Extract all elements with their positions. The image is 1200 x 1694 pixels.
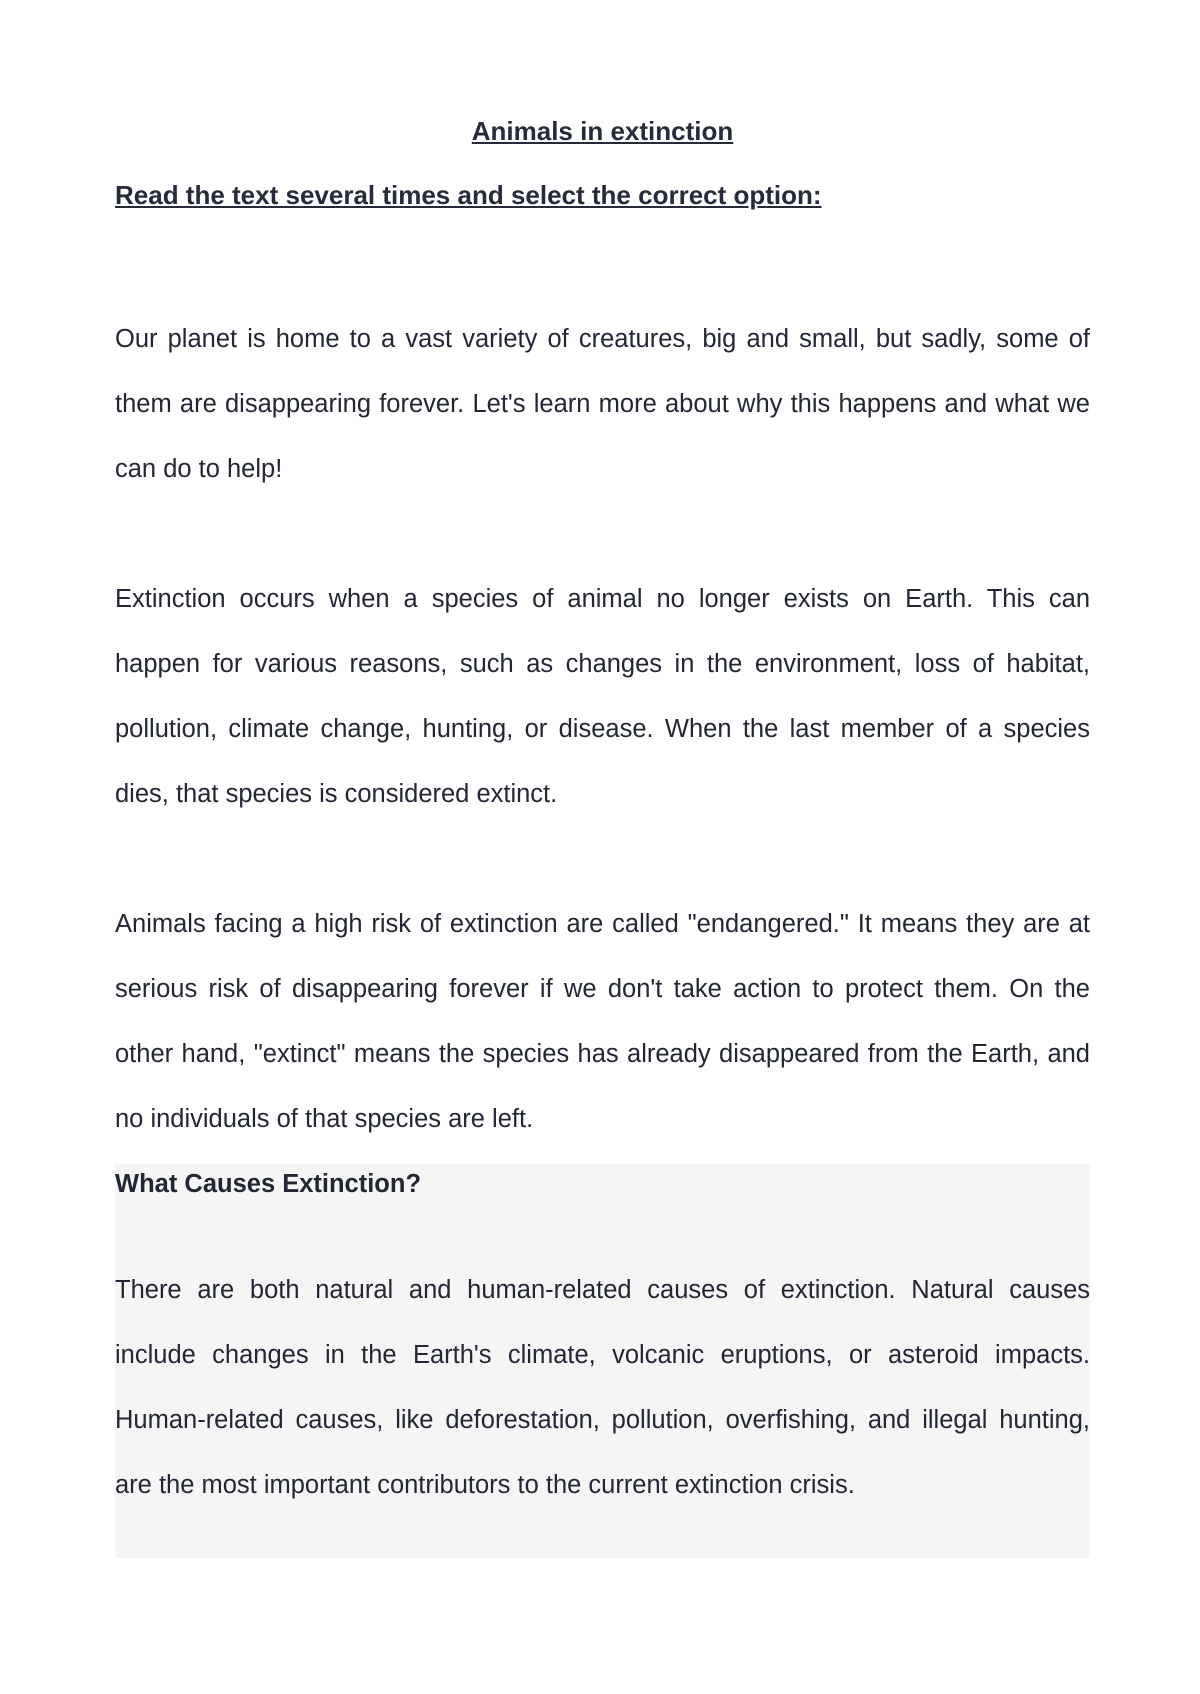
paragraph-extinction-definition: Extinction occurs when a species of animal no longer exists on Earth. This can happen for various reasons, such as changes in the environment, loss of habitat, pollution, climate change, hunting, or disease. When the last member of a species dies, that species is considered extinct. <box>115 585 1090 808</box>
instruction-text: Read the text several times and select the correct option: <box>115 180 822 210</box>
paragraph-endangered-vs-extinct: Animals facing a high risk of extinction are called "endangered." It means they are at serious risk of disappearing forever if we don't take action to protect them. On the other hand, "extinct" means the species has already disappeared from the Earth, and no individuals of that species are left. <box>115 910 1090 1133</box>
document-page <box>115 105 1090 1558</box>
document-title: Animals in extinction <box>471 116 734 146</box>
paragraph-intro: Our planet is home to a vast variety of creatures, big and small, but sadly, some of them are disappearing forever. Let's learn more about why this happens and what we can do to help! <box>115 325 1090 483</box>
paragraph-causes: There are both natural and human-related causes of extinction. Natural causes include changes in the Earth's climate, volcanic eruptions, or asteroid impacts. Human-related causes, like deforestation, pollution, overfishing, and illegal hunting, are the most important contributors to the current extinction crisis. <box>115 1276 1090 1499</box>
causes-section <box>115 1164 1090 1558</box>
section-heading: What Causes Extinction? <box>115 1170 422 1198</box>
